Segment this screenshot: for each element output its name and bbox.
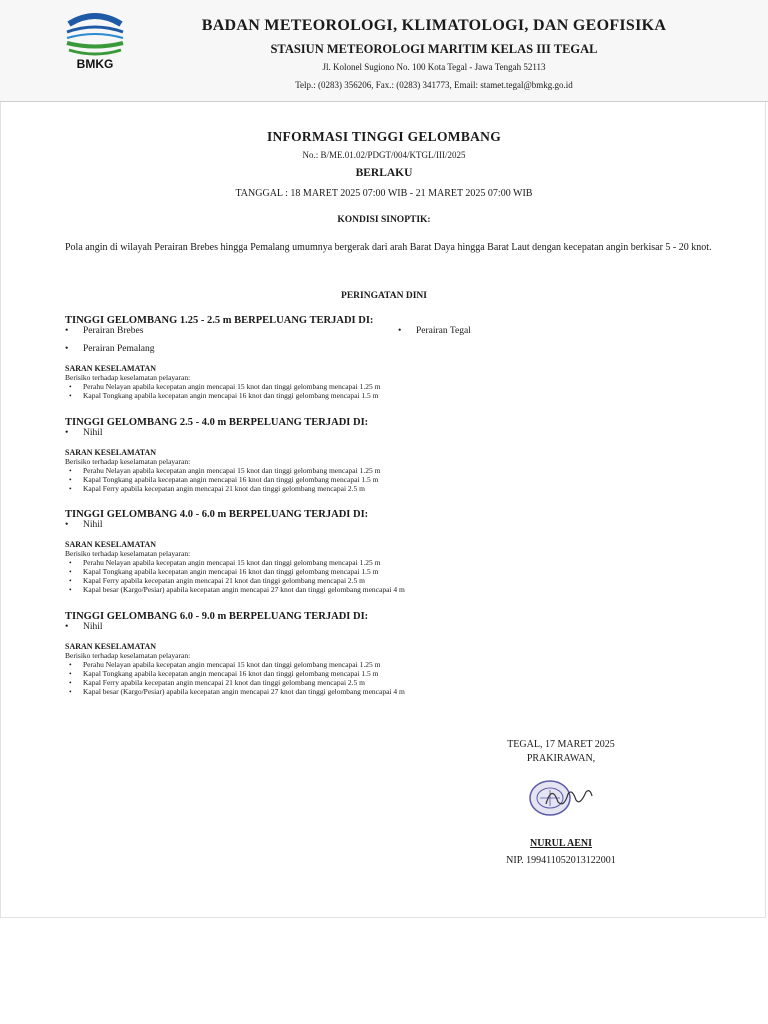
sinoptik-heading: KONDISI SINOPTIK: xyxy=(337,215,431,225)
wave-section-2 xyxy=(65,417,715,493)
saran-heading: SARAN KESELAMATAN xyxy=(65,448,157,457)
letterhead xyxy=(0,0,768,102)
rule-item: • Kapal Tongkang apabila kecepatan angin mencapai 16 knot dan tinggi gelombang mencapai 1.5 m xyxy=(69,567,379,576)
org-name: BADAN METEOROLOGI, KLIMATOLOGI, DAN GEOFISIKA xyxy=(201,17,667,34)
berisiko-text: Berisiko terhadap keselamatan pelayaran: xyxy=(65,373,191,382)
rule-item: • Kapal Ferry apabila kecepatan angin mencapai 21 knot dan tinggi gelombang mencapai 2.5 m xyxy=(69,576,365,585)
bmkg-logo-icon xyxy=(63,10,127,72)
rule-item: • Perahu Nelayan apabila kecepatan angin mencapai 15 knot dan tinggi gelombang mencapai 1.25 m xyxy=(69,660,381,669)
location-item: • Perairan Pemalang xyxy=(65,344,155,354)
rule-item: • Kapal Tongkang apabila kecepatan angin mencapai 16 knot dan tinggi gelombang mencapai 1.5 m xyxy=(69,475,379,484)
signer-role: PRAKIRAWAN, xyxy=(526,753,596,764)
stamp-signature-icon xyxy=(528,778,594,818)
svg-text:BMKG: BMKG xyxy=(76,57,114,71)
wave-section-4 xyxy=(65,611,715,696)
address: Jl. Kolonel Sugiono No. 100 Kota Tegal - Jawa Tengah 52113 xyxy=(322,62,546,72)
validity-period: TANGGAL : 18 MARET 2025 07:00 WIB - 21 MARET 2025 07:00 WIB xyxy=(235,188,533,199)
berisiko-text: Berisiko terhadap keselamatan pelayaran: xyxy=(65,457,191,466)
rule-item: • Kapal besar (Kargo/Pesiar) apabila kecepatan angin mencapai 27 knot dan tinggi gelombang mencapai 4 m xyxy=(69,585,405,594)
saran-heading: SARAN KESELAMATAN xyxy=(65,364,157,373)
rule-item: • Perahu Nelayan apabila kecepatan angin mencapai 15 knot dan tinggi gelombang mencapai 1.25 m xyxy=(69,558,381,567)
place-date: TEGAL, 17 MARET 2025 xyxy=(507,739,615,750)
section-title: TINGGI GELOMBANG 2.5 - 4.0 m BERPELUANG TERJADI DI: xyxy=(65,417,369,428)
location-row xyxy=(65,622,715,640)
doc-title: INFORMASI TINGGI GELOMBANG xyxy=(266,129,502,144)
rule-item: • Kapal Ferry apabila kecepatan angin mencapai 21 knot dan tinggi gelombang mencapai 2.5 m xyxy=(69,484,365,493)
rule-item: • Kapal Tongkang apabila kecepatan angin mencapai 16 knot dan tinggi gelombang mencapai 1.5 m xyxy=(69,391,379,400)
location-item: • Nihil xyxy=(65,520,103,530)
rule-item: • Perahu Nelayan apabila kecepatan angin mencapai 15 knot dan tinggi gelombang mencapai 1.25 m xyxy=(69,466,381,475)
rule-item: • Kapal Tongkang apabila kecepatan angin mencapai 16 knot dan tinggi gelombang mencapai 1.5 m xyxy=(69,669,379,678)
berisiko-text: Berisiko terhadap keselamatan pelayaran: xyxy=(65,549,191,558)
wave-section-1 xyxy=(65,315,715,400)
location-item: • Perairan Tegal xyxy=(398,326,471,336)
signer-nip: NIP. 199411052013122001 xyxy=(506,855,616,866)
wave-section-3 xyxy=(65,509,715,594)
rule-item: • Perahu Nelayan apabila kecepatan angin mencapai 15 knot dan tinggi gelombang mencapai 1.25 m xyxy=(69,382,381,391)
location-item: • Perairan Brebes xyxy=(65,326,144,336)
rule-item: • Kapal Ferry apabila kecepatan angin mencapai 21 knot dan tinggi gelombang mencapai 2.5 m xyxy=(69,678,365,687)
station-name: STASIUN METEOROLOGI MARITIM KELAS III TEGAL xyxy=(270,42,598,56)
contact-info: Telp.: (0283) 356206, Fax.: (0283) 341773, Email: stamet.tegal@bmkg.go.id xyxy=(295,80,573,90)
section-title: TINGGI GELOMBANG 4.0 - 6.0 m BERPELUANG TERJADI DI: xyxy=(65,509,369,520)
location-item: • Nihil xyxy=(65,428,103,438)
rule-item: • Kapal besar (Kargo/Pesiar) apabila kecepatan angin mencapai 27 knot dan tinggi gelombang mencapai 4 m xyxy=(69,687,405,696)
section-title: TINGGI GELOMBANG 6.0 - 9.0 m BERPELUANG TERJADI DI: xyxy=(65,611,369,622)
berlaku-heading: BERLAKU xyxy=(355,167,413,179)
peringatan-heading: PERINGATAN DINI xyxy=(341,291,427,301)
sinoptik-text: Pola angin di wilayah Perairan Brebes hingga Pemalang umumnya bergerak dari arah Barat Daya hingga Barat Laut dengan kecepatan angin berkisar 5 - 20 knot. xyxy=(65,242,712,253)
berisiko-text: Berisiko terhadap keselamatan pelayaran: xyxy=(65,651,191,660)
saran-heading: SARAN KESELAMATAN xyxy=(65,540,157,549)
location-row xyxy=(65,344,715,362)
location-row xyxy=(65,520,715,538)
location-item: • Nihil xyxy=(65,622,103,632)
signer-name: NURUL AENI xyxy=(530,838,592,849)
saran-heading: SARAN KESELAMATAN xyxy=(65,642,157,651)
location-row xyxy=(65,428,715,446)
doc-number: No.: B/ME.01.02/PDGT/004/KTGL/III/2025 xyxy=(302,150,466,160)
location-row xyxy=(65,326,715,344)
section-title: TINGGI GELOMBANG 1.25 - 2.5 m BERPELUANG TERJADI DI: xyxy=(65,315,374,326)
